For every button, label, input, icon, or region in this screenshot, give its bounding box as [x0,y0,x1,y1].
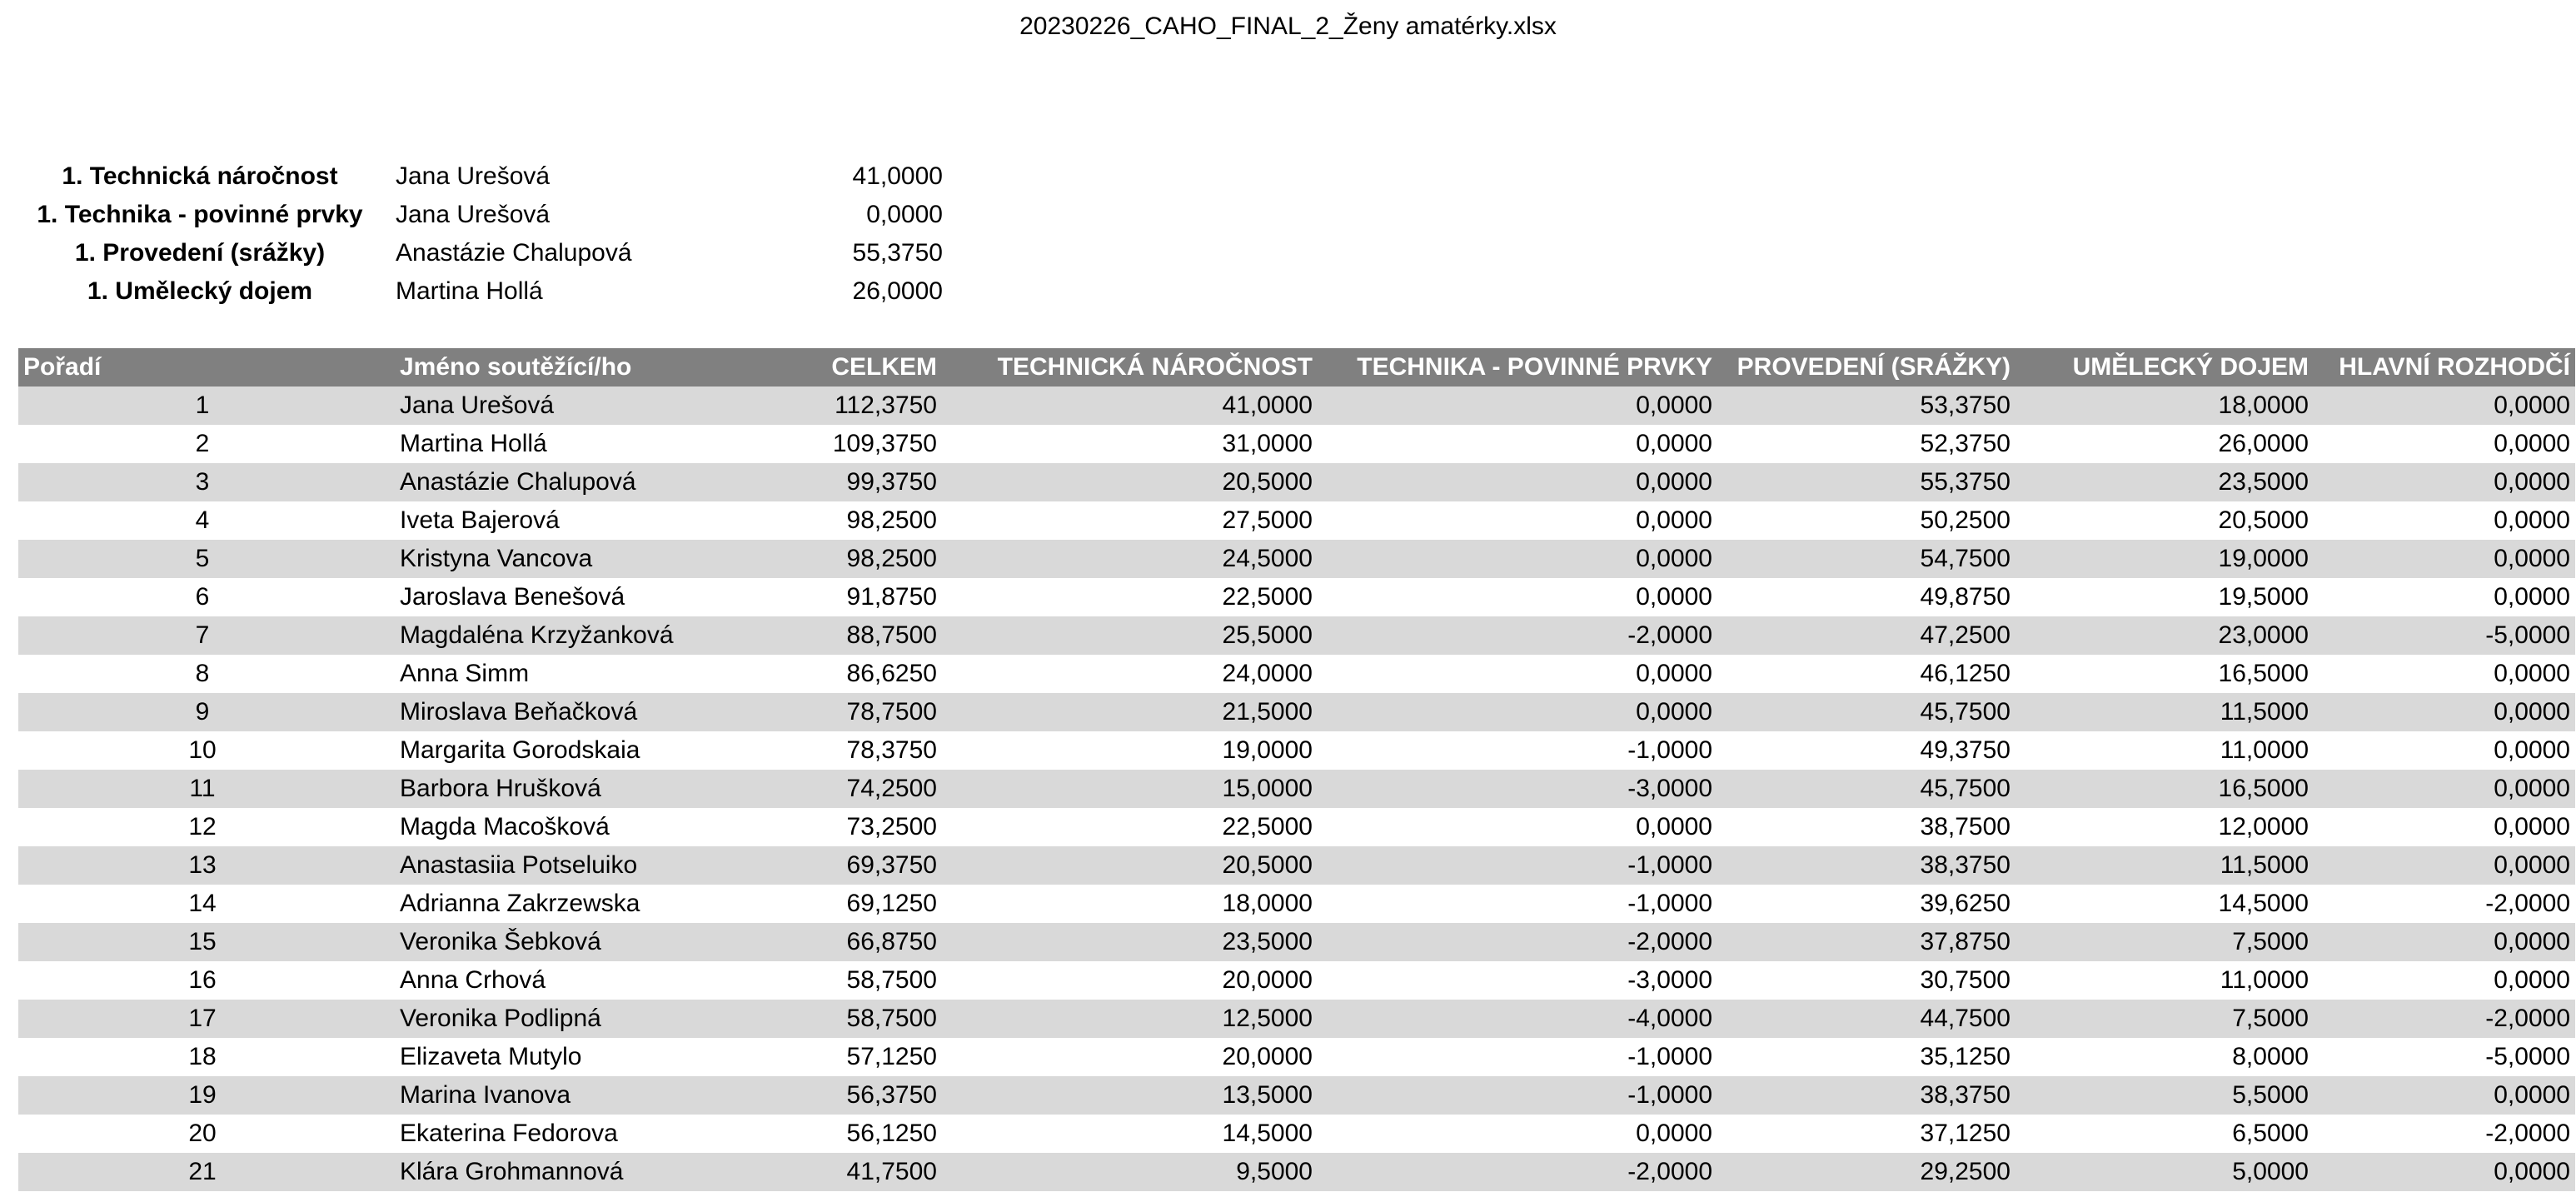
table-row [18,1076,2575,1115]
cell-execution: 38,3750 [1920,851,2010,879]
cell-rank: 5 [195,545,210,572]
cell-artistic: 7,5000 [2232,928,2309,955]
table-row [18,655,2575,693]
cell-mandatory-elements: -2,0000 [1627,621,1712,649]
summary-name: Anastázie Chalupová [396,239,632,267]
table-row [18,961,2575,1000]
cell-technical-difficulty: 12,5000 [1222,1005,1313,1032]
cell-rank: 9 [195,698,210,726]
cell-technical-difficulty: 22,5000 [1222,583,1313,611]
cell-mandatory-elements: 0,0000 [1636,1120,1712,1147]
cell-rank: 3 [195,468,210,496]
cell-name: Ekaterina Fedorova [400,1120,618,1147]
summary-row [0,235,966,273]
cell-total: 78,7500 [846,698,937,726]
cell-artistic: 5,0000 [2232,1158,2309,1185]
cell-head-judge: 0,0000 [2494,928,2570,955]
cell-name: Kristyna Vancova [400,545,593,572]
cell-artistic: 11,5000 [2220,698,2309,726]
cell-name: Iveta Bajerová [400,506,560,534]
cell-name: Klára Grohmannová [400,1158,624,1185]
cell-execution: 45,7500 [1920,698,2010,726]
cell-total: 74,2500 [846,775,937,802]
cell-head-judge: -5,0000 [2485,621,2570,649]
cell-artistic: 7,5000 [2232,1005,2309,1032]
cell-technical-difficulty: 22,5000 [1222,813,1313,840]
table-row [18,1000,2575,1038]
table-row [18,885,2575,923]
cell-name: Anastázie Chalupová [400,468,636,496]
cell-mandatory-elements: -1,0000 [1627,1043,1712,1070]
cell-artistic: 6,5000 [2232,1120,2309,1147]
summary-row [0,158,966,197]
cell-artistic: 18,0000 [2218,392,2309,419]
cell-head-judge: 0,0000 [2494,736,2570,764]
cell-rank: 6 [195,583,210,611]
cell-name: Anna Crhová [400,966,546,994]
cell-name: Magda Macošková [400,813,610,840]
cell-name: Jaroslava Benešová [400,583,625,611]
cell-mandatory-elements: -4,0000 [1627,1005,1712,1032]
cell-execution: 49,8750 [1920,583,2010,611]
cell-execution: 47,2500 [1920,621,2010,649]
cell-total: 57,1250 [846,1043,937,1070]
cell-execution: 35,1250 [1920,1043,2010,1070]
cell-mandatory-elements: 0,0000 [1636,468,1712,496]
cell-total: 78,3750 [846,736,937,764]
cell-name: Margarita Gorodskaia [400,736,640,764]
cell-artistic: 20,5000 [2218,506,2309,534]
cell-mandatory-elements: 0,0000 [1636,430,1712,457]
category-winners-summary [0,158,966,312]
cell-execution: 37,8750 [1920,928,2010,955]
cell-head-judge: -2,0000 [2485,890,2570,917]
cell-name: Martina Hollá [400,430,547,457]
cell-head-judge: 0,0000 [2494,506,2570,534]
cell-name: Miroslava Beňačková [400,698,638,726]
table-row [18,1153,2575,1191]
cell-total: 109,3750 [832,430,937,457]
cell-head-judge: 0,0000 [2494,966,2570,994]
cell-execution: 29,2500 [1920,1158,2010,1185]
cell-technical-difficulty: 9,5000 [1236,1158,1313,1185]
cell-mandatory-elements: -1,0000 [1627,890,1712,917]
cell-head-judge: 0,0000 [2494,430,2570,457]
cell-total: 69,1250 [846,890,937,917]
cell-technical-difficulty: 20,5000 [1222,468,1313,496]
cell-total: 69,3750 [846,851,937,879]
cell-rank: 19 [188,1081,217,1109]
cell-head-judge: 0,0000 [2494,1081,2570,1109]
summary-score: 41,0000 [852,162,943,190]
cell-technical-difficulty: 24,0000 [1222,660,1313,687]
cell-mandatory-elements: 0,0000 [1636,698,1712,726]
cell-execution: 37,1250 [1920,1120,2010,1147]
cell-mandatory-elements: 0,0000 [1636,506,1712,534]
cell-technical-difficulty: 20,0000 [1222,966,1313,994]
cell-head-judge: 0,0000 [2494,775,2570,802]
cell-artistic: 5,5000 [2232,1081,2309,1109]
table-row [18,387,2575,425]
cell-name: Adrianna Zakrzewska [400,890,640,917]
cell-head-judge: -5,0000 [2485,1043,2570,1070]
cell-technical-difficulty: 23,5000 [1222,928,1313,955]
cell-head-judge: 0,0000 [2494,698,2570,726]
summary-category: 1. Umělecký dojem [87,277,313,305]
table-row [18,425,2575,463]
cell-artistic: 12,0000 [2218,813,2309,840]
cell-artistic: 19,0000 [2218,545,2309,572]
cell-artistic: 8,0000 [2232,1043,2309,1070]
cell-technical-difficulty: 31,0000 [1222,430,1313,457]
header-mandatory-elements: TECHNIKA - POVINNÉ PRVKY [1357,353,1712,381]
cell-mandatory-elements: -1,0000 [1627,1081,1712,1109]
results-header-row [18,348,2575,387]
cell-total: 88,7500 [846,621,937,649]
header-execution: PROVEDENÍ (SRÁŽKY) [1736,353,2010,381]
cell-rank: 16 [188,966,217,994]
document-title: 20230226_CAHO_FINAL_2_Ženy amatérky.xlsx [1019,12,1557,40]
cell-total: 98,2500 [846,506,937,534]
cell-execution: 50,2500 [1920,506,2010,534]
cell-rank: 15 [188,928,217,955]
cell-artistic: 23,5000 [2218,468,2309,496]
table-row [18,463,2575,501]
cell-artistic: 23,0000 [2218,621,2309,649]
cell-execution: 38,3750 [1920,1081,2010,1109]
cell-name: Jana Urešová [400,392,555,419]
summary-category: 1. Technika - povinné prvky [37,201,363,228]
cell-rank: 13 [188,851,217,879]
table-row [18,693,2575,731]
cell-mandatory-elements: -2,0000 [1627,1158,1712,1185]
cell-name: Magdaléna Krzyžanková [400,621,674,649]
cell-total: 112,3750 [835,392,937,419]
cell-rank: 1 [195,392,210,419]
summary-score: 26,0000 [852,277,943,305]
cell-head-judge: 0,0000 [2494,545,2570,572]
table-row [18,731,2575,770]
cell-technical-difficulty: 24,5000 [1222,545,1313,572]
summary-score: 0,0000 [866,201,943,228]
cell-technical-difficulty: 19,0000 [1222,736,1313,764]
cell-head-judge: 0,0000 [2494,583,2570,611]
summary-name: Jana Urešová [396,162,551,190]
cell-head-judge: 0,0000 [2494,468,2570,496]
cell-execution: 49,3750 [1920,736,2010,764]
cell-execution: 46,1250 [1920,660,2010,687]
cell-rank: 7 [195,621,210,649]
cell-total: 66,8750 [846,928,937,955]
table-row [18,540,2575,578]
header-artistic: UMĚLECKÝ DOJEM [2072,353,2309,381]
cell-total: 41,7500 [846,1158,937,1185]
cell-mandatory-elements: 0,0000 [1636,813,1712,840]
cell-technical-difficulty: 18,0000 [1222,890,1313,917]
cell-rank: 8 [195,660,210,687]
table-row [18,616,2575,655]
cell-head-judge: -2,0000 [2485,1005,2570,1032]
cell-head-judge: 0,0000 [2494,392,2570,419]
cell-name: Marina Ivanova [400,1081,571,1109]
cell-rank: 17 [188,1005,217,1032]
cell-total: 98,2500 [846,545,937,572]
cell-head-judge: 0,0000 [2494,851,2570,879]
cell-artistic: 11,5000 [2220,851,2309,879]
cell-head-judge: -2,0000 [2485,1120,2570,1147]
cell-name: Veronika Podlipná [400,1005,601,1032]
cell-artistic: 11,0000 [2220,966,2309,994]
table-row [18,808,2575,846]
summary-row [0,273,966,312]
cell-total: 73,2500 [846,813,937,840]
cell-total: 86,6250 [846,660,937,687]
cell-technical-difficulty: 25,5000 [1222,621,1313,649]
cell-execution: 52,3750 [1920,430,2010,457]
results-table [18,348,2575,1191]
header-total: CELKEM [831,353,937,381]
summary-name: Jana Urešová [396,201,551,228]
cell-mandatory-elements: -1,0000 [1627,736,1712,764]
cell-total: 58,7500 [846,966,937,994]
cell-rank: 21 [188,1158,217,1185]
table-row [18,923,2575,961]
cell-technical-difficulty: 20,0000 [1222,1043,1313,1070]
header-name: Jméno soutěžící/ho [400,353,632,381]
cell-head-judge: 0,0000 [2494,1158,2570,1185]
cell-name: Anastasiia Potseluiko [400,851,638,879]
cell-total: 58,7500 [846,1005,937,1032]
cell-execution: 55,3750 [1920,468,2010,496]
table-row [18,770,2575,808]
cell-name: Elizaveta Mutylo [400,1043,582,1070]
results-body [18,387,2575,1191]
cell-artistic: 16,5000 [2218,775,2309,802]
cell-name: Barbora Hrušková [400,775,601,802]
header-technical-difficulty: TECHNICKÁ NÁROČNOST [997,353,1313,381]
cell-mandatory-elements: -1,0000 [1627,851,1712,879]
cell-execution: 39,6250 [1920,890,2010,917]
summary-score: 55,3750 [852,239,943,267]
cell-artistic: 16,5000 [2218,660,2309,687]
cell-execution: 30,7500 [1920,966,2010,994]
cell-rank: 10 [188,736,217,764]
cell-name: Veronika Šebková [400,928,601,955]
cell-rank: 4 [195,506,210,534]
cell-mandatory-elements: -2,0000 [1627,928,1712,955]
table-row [18,578,2575,616]
summary-category: 1. Technická náročnost [62,162,338,190]
cell-mandatory-elements: 0,0000 [1636,583,1712,611]
table-row [18,1115,2575,1153]
cell-mandatory-elements: -3,0000 [1627,966,1712,994]
table-row [18,846,2575,885]
cell-total: 56,1250 [846,1120,937,1147]
cell-mandatory-elements: -3,0000 [1627,775,1712,802]
cell-technical-difficulty: 14,5000 [1222,1120,1313,1147]
cell-total: 99,3750 [846,468,937,496]
header-head-judge: HLAVNÍ ROZHODČÍ [2339,353,2570,381]
cell-artistic: 11,0000 [2220,736,2309,764]
cell-technical-difficulty: 20,5000 [1222,851,1313,879]
cell-execution: 38,7500 [1920,813,2010,840]
summary-row [0,197,966,235]
cell-rank: 2 [195,430,210,457]
cell-rank: 11 [189,775,216,802]
cell-mandatory-elements: 0,0000 [1636,660,1712,687]
cell-rank: 18 [188,1043,217,1070]
cell-execution: 54,7500 [1920,545,2010,572]
cell-head-judge: 0,0000 [2494,813,2570,840]
table-row [18,1038,2575,1076]
table-row [18,501,2575,540]
header-rank: Pořadí [23,353,102,381]
cell-execution: 45,7500 [1920,775,2010,802]
cell-mandatory-elements: 0,0000 [1636,392,1712,419]
cell-mandatory-elements: 0,0000 [1636,545,1712,572]
cell-technical-difficulty: 15,0000 [1222,775,1313,802]
summary-category: 1. Provedení (srážky) [74,239,326,267]
cell-technical-difficulty: 41,0000 [1222,392,1313,419]
cell-rank: 14 [188,890,217,917]
cell-technical-difficulty: 27,5000 [1222,506,1313,534]
cell-rank: 20 [188,1120,217,1147]
cell-total: 56,3750 [846,1081,937,1109]
summary-name: Martina Hollá [396,277,543,305]
cell-technical-difficulty: 21,5000 [1222,698,1313,726]
cell-execution: 44,7500 [1920,1005,2010,1032]
cell-technical-difficulty: 13,5000 [1222,1081,1313,1109]
cell-name: Anna Simm [400,660,530,687]
cell-head-judge: 0,0000 [2494,660,2570,687]
cell-execution: 53,3750 [1920,392,2010,419]
cell-artistic: 14,5000 [2218,890,2309,917]
cell-artistic: 26,0000 [2218,430,2309,457]
cell-rank: 12 [188,813,217,840]
cell-artistic: 19,5000 [2218,583,2309,611]
cell-total: 91,8750 [846,583,937,611]
